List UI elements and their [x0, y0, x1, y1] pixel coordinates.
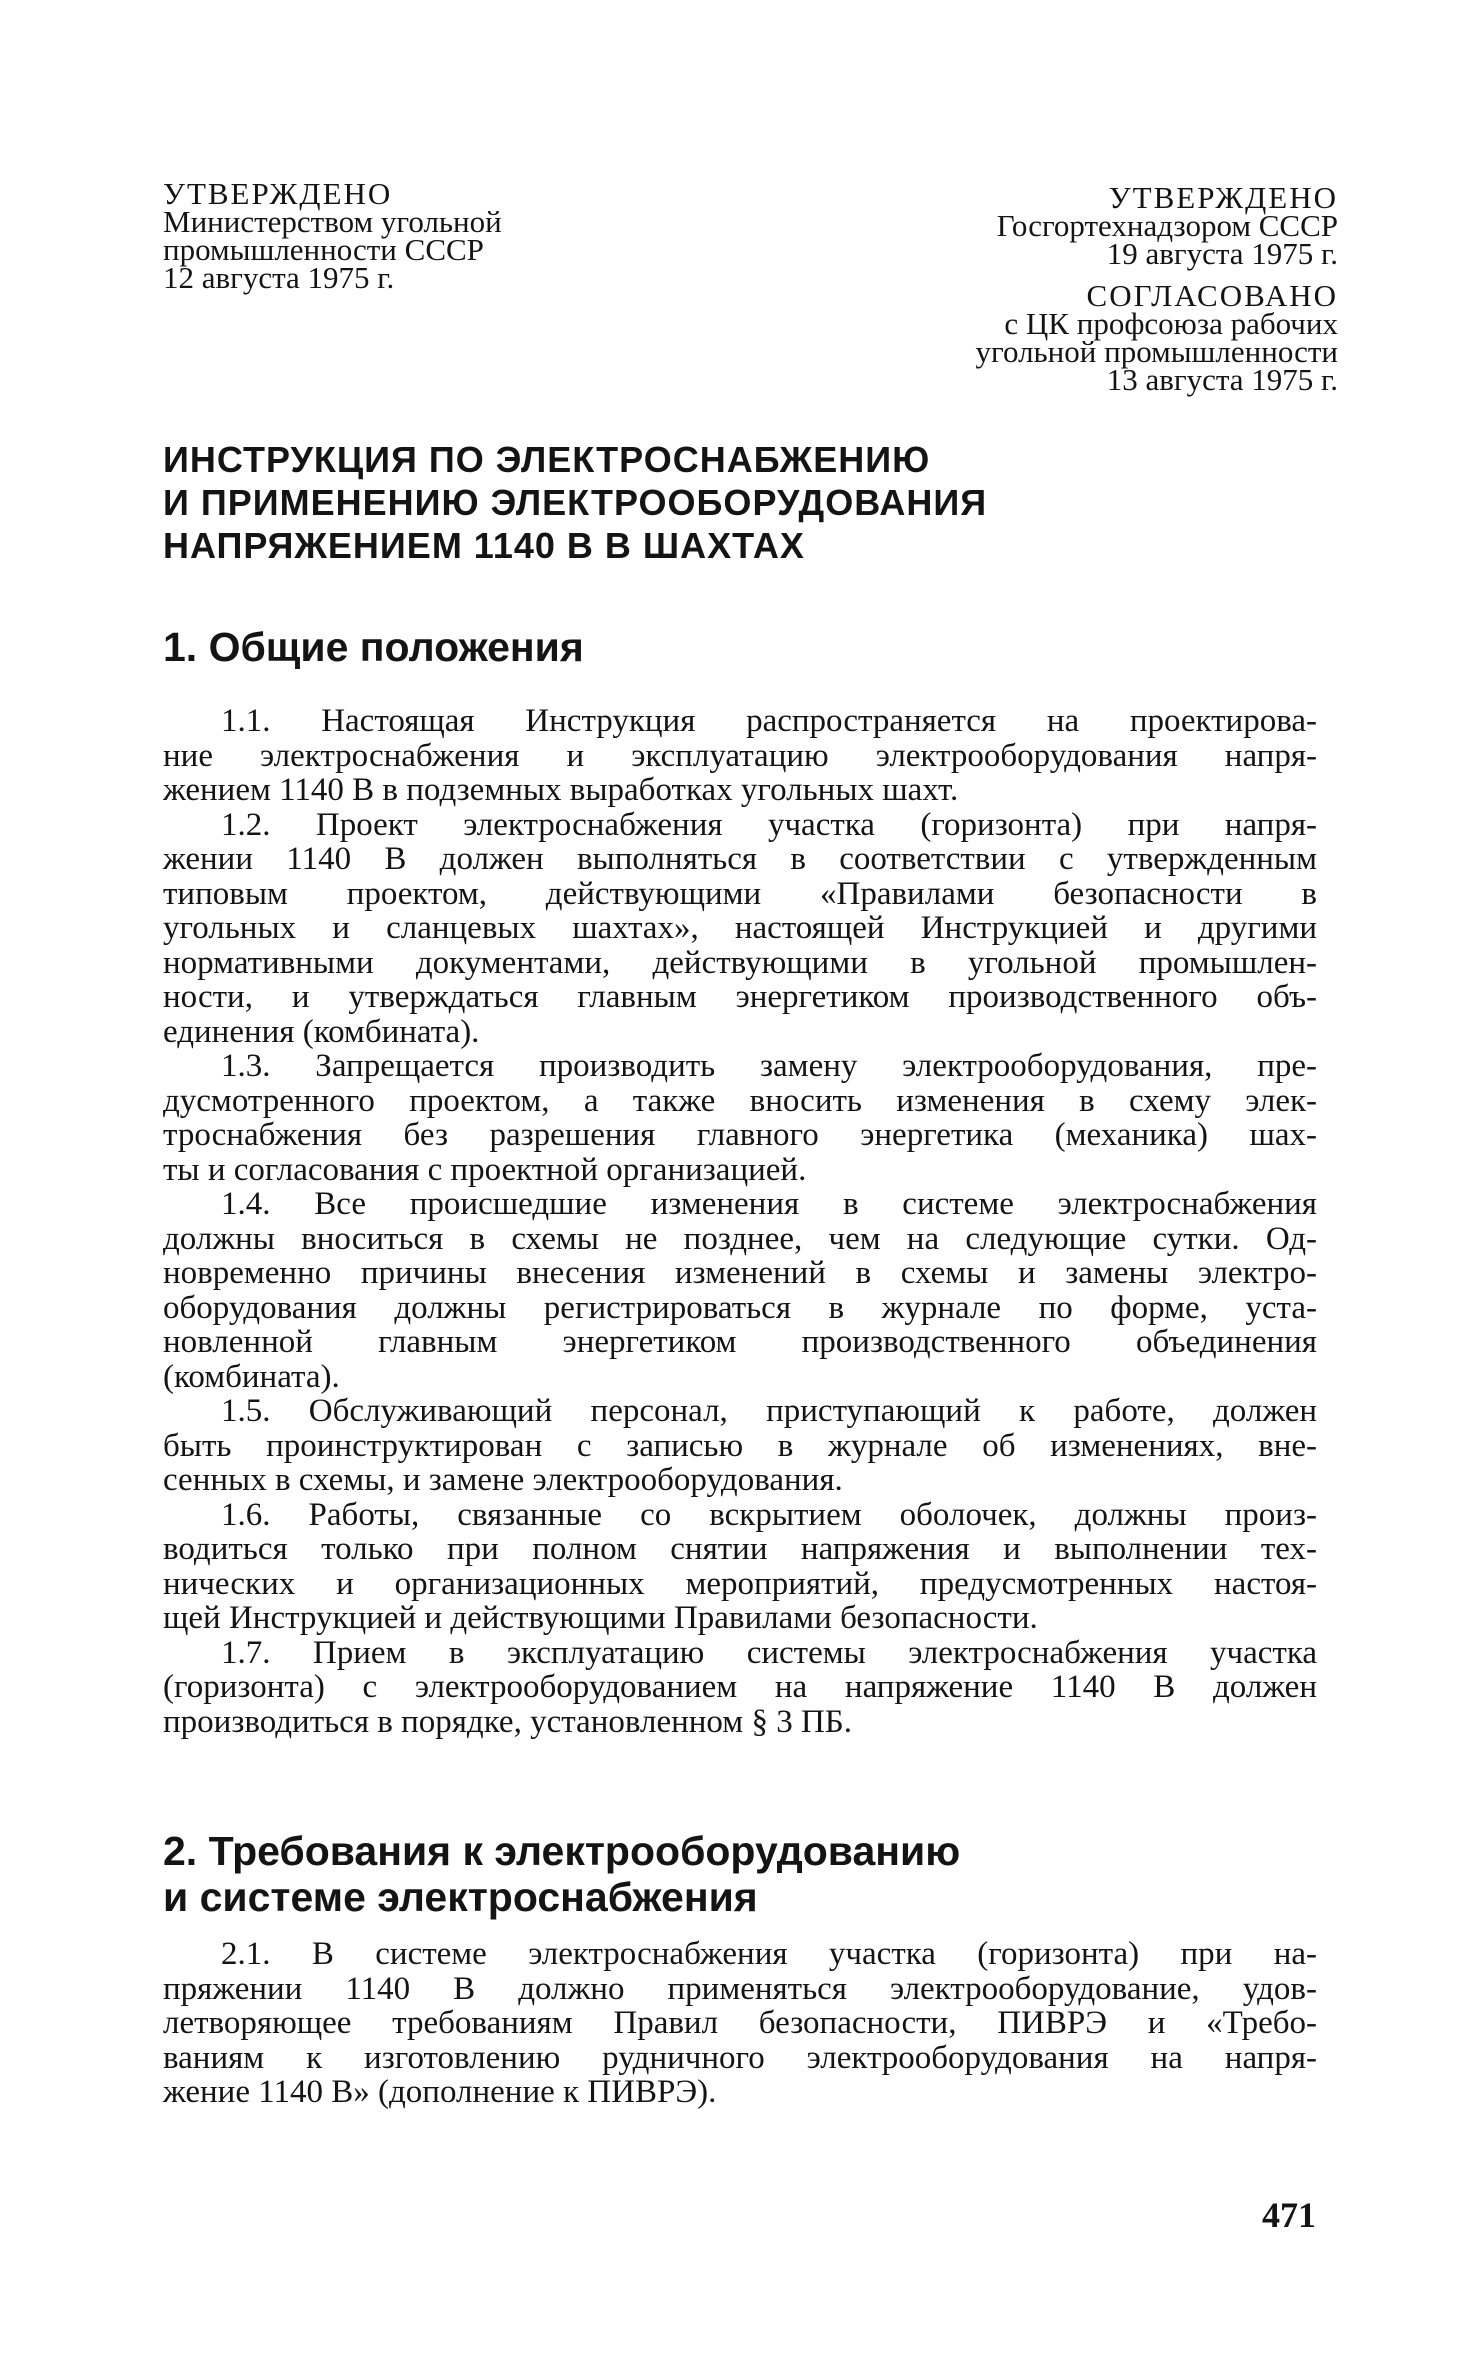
agreed-date: 13 августа 1975 г. [1106, 362, 1338, 397]
approval-date: 19 августа 1975 г. [1106, 236, 1338, 271]
text-line: быть проинструктирован с записью в журнале об изменениях, вне- [163, 1427, 1317, 1464]
text-line: угольных и сланцевых шахтах», настоящей Инструкцией и другими [163, 910, 1317, 946]
section-heading-line: 2. Требования к электрооборудованию [163, 1828, 961, 1874]
approval-title: УТВЕРЖДЕНО [163, 176, 393, 211]
text-line: ты и согласования с проектной организацией. [163, 1151, 807, 1188]
text-line: 1.7. Прием в эксплуатацию системы электроснабжения участка [221, 1634, 1317, 1671]
approval-title: УТВЕРЖДЕНО [1108, 180, 1338, 215]
text-line: оборудования должны регистрироваться в журнале по форме, уста- [163, 1289, 1317, 1326]
approval-date: 12 августа 1975 г. [163, 260, 395, 295]
approval-line: промышленности СССР [163, 232, 484, 267]
text-line: 1.4. Все происшедшие изменения в системе электроснабжения [221, 1186, 1317, 1222]
text-line: жением 1140 В в подземных выработках угольных шахт. [163, 772, 959, 808]
section-1-heading [163, 624, 584, 670]
text-line: (горизонта) с электрооборудованием на напряжение 1140 В должен [163, 1669, 1317, 1705]
approval-block-ministry [163, 176, 683, 295]
text-line: ности, и утверждаться главным энергетиком производственного объ- [163, 979, 1317, 1015]
text-line: ваниям к изготовлению рудничного электрооборудования на напря- [163, 2039, 1317, 2076]
agreed-line: с ЦК профсоюза рабочих [1004, 306, 1338, 341]
section-1-body [163, 704, 1317, 1739]
agreed-title: СОГЛАСОВАНО [1086, 278, 1338, 313]
text-line: типовым проектом, действующими «Правилами безопасности в [163, 875, 1317, 912]
text-line: новленной главным энергетиком производственного объединения [163, 1324, 1317, 1360]
section-heading-line: и системе электроснабжения [163, 1874, 758, 1920]
text-line: водиться только при полном снятии напряжения и выполнении тех- [163, 1531, 1317, 1567]
document-title-line: И ПРИМЕНЕНИЮ ЭЛЕКТРООБОРУДОВАНИЯ [163, 482, 988, 523]
agreed-line: угольной промышленности [975, 334, 1338, 369]
approval-block-gosgortekhnadzor [778, 180, 1338, 397]
document-title-line: ИНСТРУКЦИЯ ПО ЭЛЕКТРОСНАБЖЕНИЮ [163, 439, 931, 480]
section-heading-line: 1. Общие положения [163, 624, 584, 670]
text-line: летворяющее требованиям Правил безопасности, ПИВРЭ и «Требо- [163, 2005, 1317, 2041]
text-line: ние электроснабжения и эксплуатацию электрооборудования напря- [163, 737, 1317, 774]
text-line: единения (комбината). [163, 1013, 480, 1050]
text-line: жении 1140 В должен выполняться в соответствии с утвержденным [163, 841, 1317, 877]
text-line: 2.1. В системе электроснабжения участка (горизонта) при на- [221, 1936, 1317, 1972]
page-number: 471 [1262, 2195, 1316, 2235]
section-2-heading [163, 1828, 960, 1920]
approval-line: Министерством угольной [163, 204, 502, 239]
text-line: 1.5. Обслуживающий персонал, приступающий к работе, должен [221, 1393, 1317, 1429]
text-line: производиться в порядке, установленном § 3 ПБ. [163, 1703, 852, 1740]
approval-line: Госгортехнадзором СССР [996, 208, 1338, 243]
text-line: 1.6. Работы, связанные со вскрытием оболочек, должны произ- [221, 1496, 1317, 1533]
text-line: сенных в схемы, и замене электрооборудования. [163, 1462, 843, 1498]
text-line: (комбината). [163, 1358, 340, 1395]
document-title [163, 438, 1363, 567]
text-line: нических и организационных мероприятий, предусмотренных настоя- [163, 1565, 1317, 1602]
text-line: 1.2. Проект электроснабжения участка (горизонта) при напря- [221, 806, 1317, 843]
text-line: 1.3. Запрещается производить замену электрооборудования, пре- [221, 1048, 1317, 1084]
text-line: троснабжения без разрешения главного энергетика (механика) шах- [163, 1117, 1317, 1153]
document-title-line: НАПРЯЖЕНИЕМ 1140 В В ШАХТАХ [163, 525, 805, 566]
text-line: пряжении 1140 В должно применяться электрооборудование, удов- [163, 1970, 1317, 2007]
text-line: новременно причины внесения изменений в схемы и замены электро- [163, 1255, 1317, 1291]
text-line: должны вноситься в схемы не позднее, чем на следующие сутки. Од- [163, 1220, 1317, 1257]
text-line: нормативными документами, действующими в угольной промышлен- [163, 944, 1317, 981]
text-line: дусмотренного проектом, а также вносить изменения в схему элек- [163, 1082, 1317, 1119]
text-line: 1.1. Настоящая Инструкция распространяется на проектирова- [221, 703, 1317, 739]
text-line: щей Инструкцией и действующими Правилами безопасности. [163, 1600, 1038, 1636]
section-2-body [163, 1937, 1317, 2110]
text-line: жение 1140 В» (дополнение к ПИВРЭ). [163, 2074, 717, 2110]
